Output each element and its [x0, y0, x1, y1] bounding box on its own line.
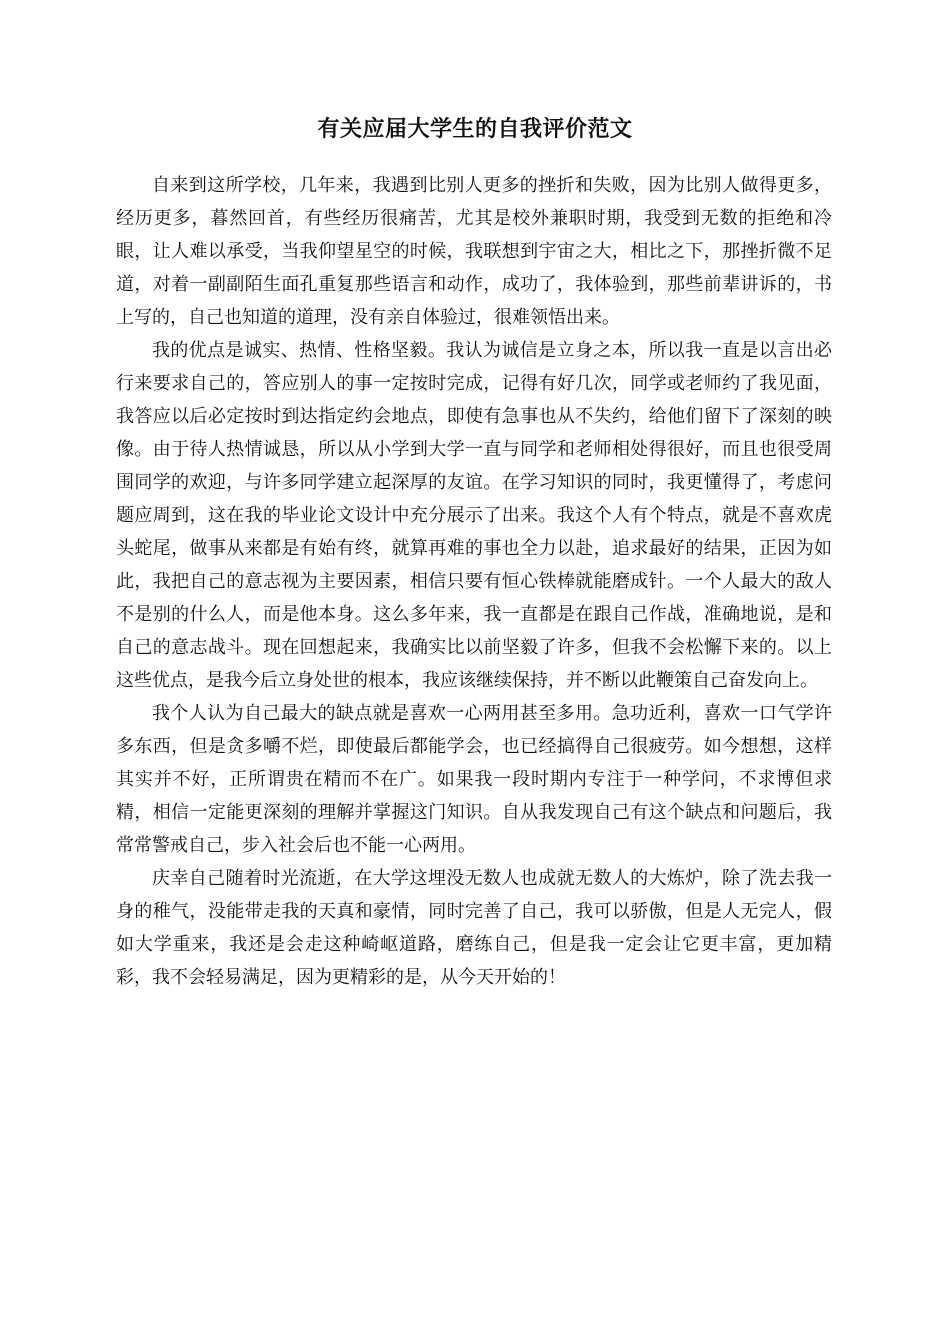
paragraph-weaknesses: 我个人认为自己最大的缺点就是喜欢一心两用甚至多用。急功近利，喜欢一口气学许多东西，但是贪多嚼不烂，即使最后都能学会，也已经搞得自己很疲劳。如今想想，这样其实并不好，正所谓贵在精而不在广。如果我一段时期内专注于一种学问，不求博但求精，相信一定能更深刻的理解并掌握这门知识。自从我发现自己有这个缺点和问题后，我常常警戒自己，步入社会后也不能一心两用。 [116, 703, 832, 856]
document-body [116, 169, 832, 994]
paragraph-strengths: 我的优点是诚实、热情、性格坚毅。我认为诚信是立身之本，所以我一直是以言出必行来要求自己的，答应别人的事一定按时完成，记得有好几次，同学或老师约了我见面，我答应以后必定按时到达指定约会地点，即使有急事也从不失约，给他们留下了深刻的映像。由于待人热情诚恳，所以从小学到大学一直与同学和老师相处得很好，而且也很受周围同学的欢迎，与许多同学建立起深厚的友谊。在学习知识的同时，我更懂得了，考虑问题应周到，这在我的毕业论文设计中充分展示了出来。我这个人有个特点，就是不喜欢虎头蛇尾，做事从来都是有始有终，就算再难的事也全力以赴，追求最好的结果，正因为如此，我把自己的意志视为主要因素，相信只要有恒心铁棒就能磨成针。一个人最大的敌人不是别的什么人，而是他本身。这么多年来，我一直都是在跟自己作战，准确地说，是和自己的意志战斗。现在回想起来，我确实比以前坚毅了许多，但我不会松懈下来的。以上这些优点，是我今后立身处世的根本，我应该继续保持，并不断以此鞭策自己奋发向上。 [116, 340, 832, 691]
paragraph-experience: 自来到这所学校，几年来，我遇到比别人更多的挫折和失败，因为比别人做得更多，经历更多，暮然回首，有些经历很痛苦，尤其是校外兼职时期，我受到无数的拒绝和冷眼，让人难以承受，当我仰望星空的时候，我联想到宇宙之大，相比之下，那挫折微不足道，对着一副副陌生面孔重复那些语言和动作，成功了，我体验到，那些前辈讲诉的，书上写的，自己也知道的道理，没有亲自体验过，很难领悟出来。 [116, 175, 832, 328]
document-title: 有关应届大学生的自我评价范文 [317, 117, 633, 142]
paragraph-conclusion: 庆幸自己随着时光流逝，在大学这埋没无数人也成就无数人的大炼炉，除了洗去我一身的稚气，没能带走我的天真和豪情，同时完善了自己，我可以骄傲，但是人无完人，假如大学重来，我还是会走这种崎岖道路，磨练自己，但是我一定会让它更丰富，更加精彩，我不会轻易满足，因为更精彩的是，从今天开始的！ [116, 868, 832, 988]
